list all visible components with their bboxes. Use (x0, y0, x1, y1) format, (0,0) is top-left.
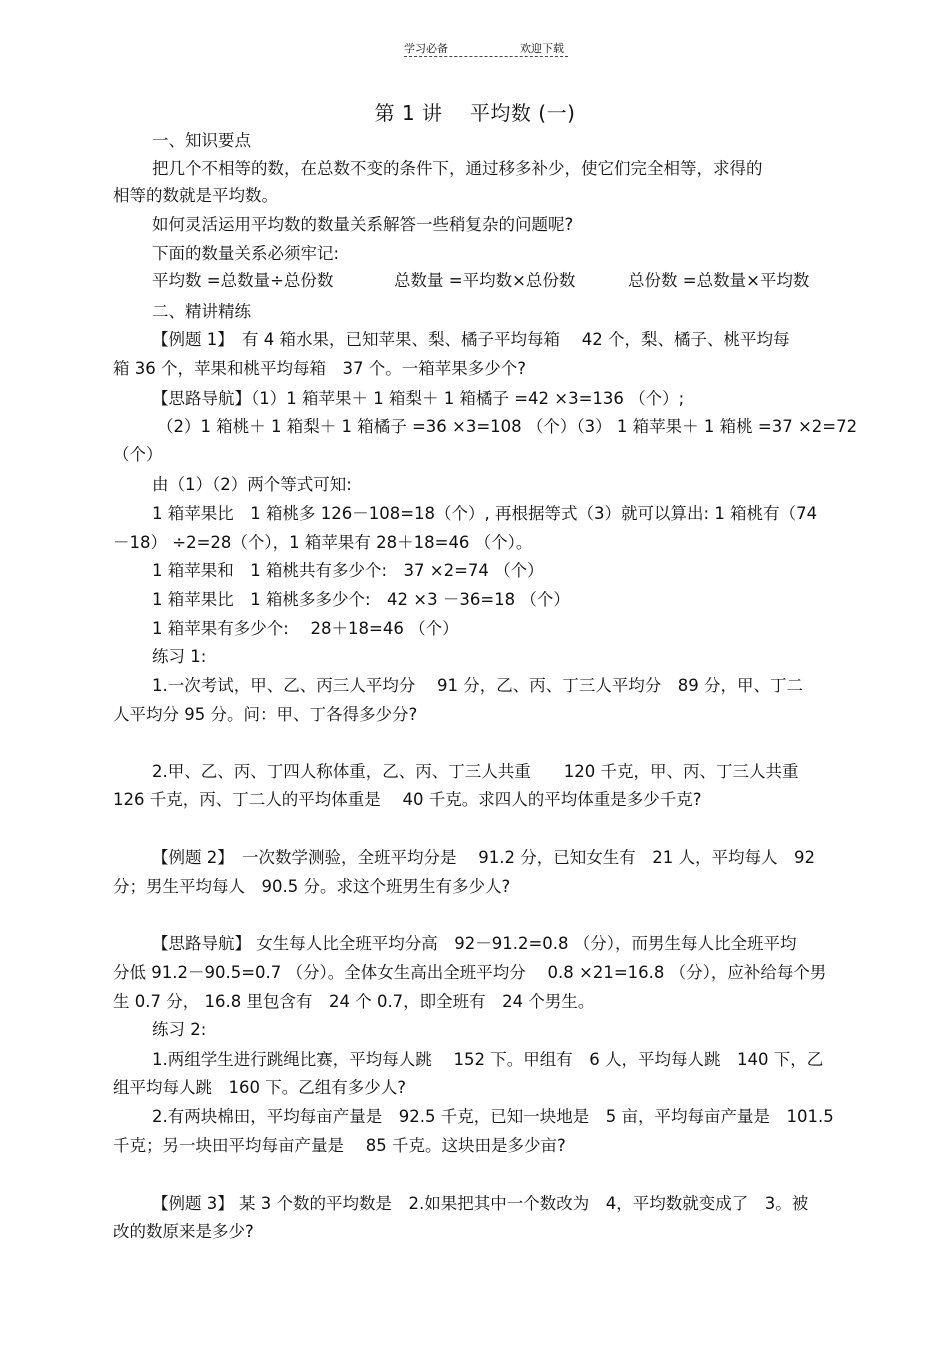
solution-1-line: 1 箱苹果和 1 箱桃共有多少个: 37 ×2=74 （个） (152, 561, 544, 580)
solution-1-line: 【思路导航】（1）1 箱苹果＋ 1 箱梨＋ 1 箱橘子 =42 ×3=136 （个）; (152, 389, 685, 408)
example-3-line: 【例题 3】 某 3 个数的平均数是 2.如果把其中一个数改为 4，平均数就变成了 3。被 (152, 1194, 809, 1213)
header-left-text: 学习必备 (404, 42, 448, 55)
exercise-1-item: 人平均分 95 分。问：甲、丁各得多少分? (113, 705, 418, 724)
exercise-1-heading: 练习 1: (152, 647, 207, 666)
solution-1-line: 1 箱苹果有多少个: 28＋18=46 （个） (152, 619, 459, 638)
header-dashed-rule (404, 56, 568, 57)
section-heading-knowledge: 一、知识要点 (152, 131, 251, 150)
example-1-line: 箱 36 个，苹果和桃平均每箱 37 个。一箱苹果多少个? (113, 359, 526, 378)
exercise-2-item: 1.两组学生进行跳绳比赛，平均每人跳 152 下。甲组有 6 人，平均每人跳 140 下，乙 (152, 1050, 824, 1069)
paragraph-line: 相等的数就是平均数。 (113, 186, 278, 205)
exercise-2-heading: 练习 2: (152, 1020, 207, 1039)
example-2-line: 【例题 2】 一次数学测验，全班平均分是 91.2 分，已知女生有 21 人，平均每人 92 (152, 848, 815, 867)
exercise-1-item: 126 千克，丙、丁二人的平均体重是 40 千克。求四人的平均体重是多少千克? (113, 790, 702, 809)
exercise-1-item: 2.甲、乙、丙、丁四人称体重，乙、丙、丁三人共重 120 千克，甲、丙、丁三人共重 (152, 762, 799, 781)
formula-average: 平均数 =总数量÷总份数 (152, 271, 334, 290)
solution-1-line: （2）1 箱桃＋ 1 箱梨＋ 1 箱橘子 =36 ×3=108 （个）（3） 1 箱苹果＋ 1 箱桃 =37 ×2=72 (157, 417, 858, 436)
exercise-2-item: 2.有两块棉田，平均每亩产量是 92.5 千克，已知一块地是 5 亩，平均每亩产量是 101.5 (152, 1107, 834, 1126)
solution-1-line: 1 箱苹果比 1 箱桃多多少个: 42 ×3 －36=18 （个） (152, 590, 570, 609)
formula-count: 总份数 =总数量×平均数 (628, 271, 810, 290)
example-1-line: 【例题 1】 有 4 箱水果，已知苹果、梨、橘子平均每箱 42 个，梨、橘子、桃平均每 (152, 330, 790, 349)
header-right-text: 欢迎下载 (520, 42, 564, 55)
exercise-2-item: 千克；另一块田平均每亩产量是 85 千克。这块田是多少亩? (113, 1136, 566, 1155)
example-3-line: 改的数原来是多少? (113, 1222, 254, 1241)
exercise-2-item: 组平均每人跳 160 下。乙组有多少人? (113, 1078, 406, 1097)
solution-1-line: （个） (113, 445, 163, 464)
paragraph-line: 把几个不相等的数，在总数不变的条件下，通过移多补少，使它们完全相等，求得的 (152, 159, 763, 178)
example-2-line: 分；男生平均每人 90.5 分。求这个班男生有多少人? (113, 877, 511, 896)
paragraph-line: 下面的数量关系必须牢记: (152, 244, 340, 263)
solution-2-line: 【思路导航】 女生每人比全班平均分高 92－91.2=0.8 （分），而男生每人比全班平均 (152, 934, 797, 953)
section-heading-practice: 二、精讲精练 (152, 302, 251, 321)
solution-2-line: 分低 91.2－90.5=0.7 （分）。全体女生高出全班平均分 0.8 ×21=16.8 （分），应补给每个男 (113, 963, 827, 982)
solution-2-line: 生 0.7 分， 16.8 里包含有 24 个 0.7，即全班有 24 个男生。 (113, 992, 595, 1011)
lesson-title: 第 1 讲 平均数 (一) (374, 101, 576, 125)
solution-1-line: 1 箱苹果比 1 箱桃多 126－108=18（个）, 再根据等式（3）就可以算出: 1 箱桃有（74 (152, 504, 818, 523)
solution-1-line: －18） ÷2=28（个），1 箱苹果有 28＋18=46 （个）。 (113, 533, 533, 552)
page-header (0, 40, 950, 60)
solution-1-line: 由（1）（2）两个等式可知: (152, 475, 352, 494)
paragraph-line: 如何灵活运用平均数的数量关系解答一些稍复杂的问题呢? (152, 215, 574, 234)
exercise-1-item: 1.一次考试，甲、乙、丙三人平均分 91 分，乙、丙、丁三人平均分 89 分，甲、丁二 (152, 676, 803, 695)
formula-total: 总数量 =平均数×总份数 (394, 271, 576, 290)
